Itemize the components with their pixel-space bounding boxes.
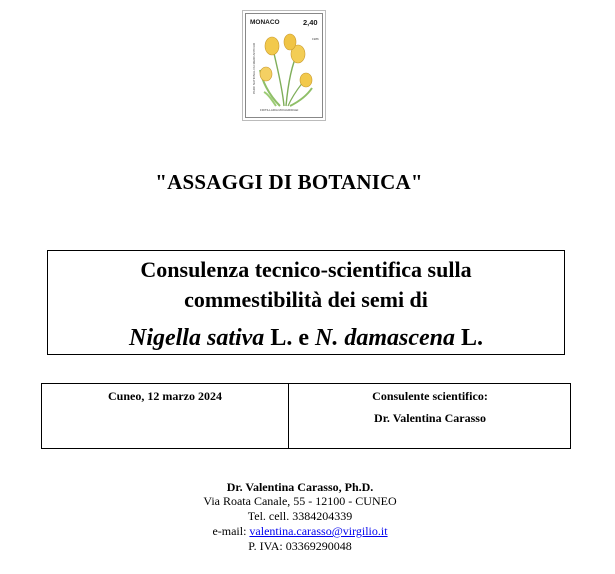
info-table [41, 383, 571, 449]
stamp-country: MONACO [250, 19, 280, 26]
email-label: e-mail: [212, 524, 250, 538]
stamp-side-text: PARC NATIONAL DU MERCANTOUR [252, 42, 256, 94]
species-connector: L. e [264, 325, 315, 351]
consultant-name: Dr. Valentina Carasso [374, 411, 486, 425]
stamp-value: 2,40 [303, 18, 318, 27]
stamp-plant-name: FRITILLARIA MOGGRIDGEI [260, 108, 299, 112]
species-suffix: L. [454, 325, 483, 351]
contact-email-line [0, 524, 600, 539]
postage-stamp-image [245, 13, 323, 118]
consultation-line-2: commestibilità dei semi di [184, 287, 428, 312]
contact-address: Via Roata Canale, 55 - 12100 - CUNEO [203, 494, 397, 508]
consultant-label: Consulente scientifico: [372, 389, 488, 403]
species-name-1: Nigella sativa [128, 325, 265, 351]
stamp-year: 1986 [312, 37, 319, 41]
contact-phone: Tel. cell. 3384204339 [247, 509, 353, 523]
email-link[interactable]: valentina.carasso@virgilio.it [249, 524, 388, 538]
consultation-line-3 [48, 325, 564, 352]
date-cell: Cuneo, 12 marzo 2024 [108, 389, 222, 403]
contact-vat-number: P. IVA: 03369290048 [248, 539, 352, 553]
fritillaria-flower-illustration [246, 14, 322, 117]
consultation-line-1: Consulenza tecnico-scientifica sulla [140, 257, 472, 282]
contact-name: Dr. Valentina Carasso, Ph.D. [226, 480, 374, 494]
consultation-title-box [47, 250, 565, 355]
document-title: "ASSAGGI DI BOTANICA" [155, 170, 423, 194]
species-name-2: N. damascena [314, 325, 455, 351]
